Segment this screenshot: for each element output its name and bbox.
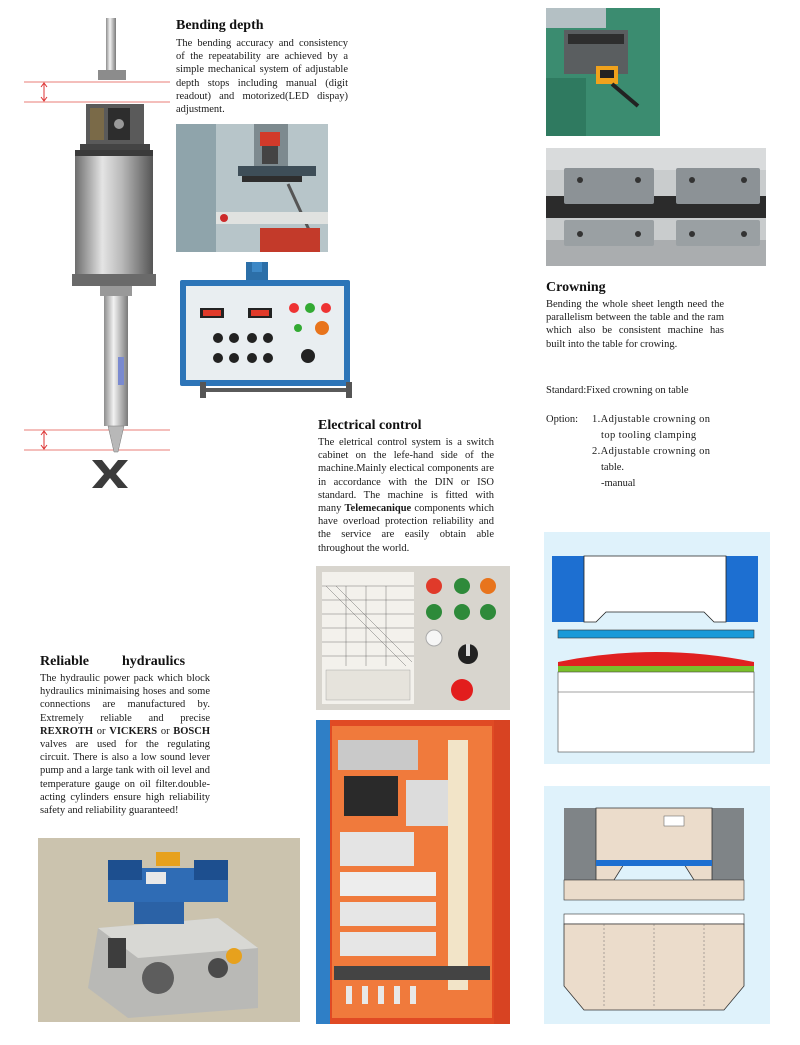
crowning-diagram-top	[544, 532, 770, 764]
electrical-body-2: components which have overload protection reliability and the service are easily obtain able throughout the world.	[318, 503, 494, 554]
crowning-standard: Standard:Fixed crowning on table	[546, 385, 689, 396]
operation-panel-photo	[316, 566, 510, 710]
bending-depth-title: Bending depth	[176, 18, 264, 33]
press-brake-photo	[176, 124, 328, 252]
crowning-option-2: 2.Adjustable crowning on	[592, 446, 711, 457]
hydraulics-body-3: valves are used for the regulating circuit. There is also a low sound lever pump and a large tank with oil level and temperature gauge on oil filter.double-acting cylinders ensure high reliability safety and reliability guaranteed!	[40, 739, 210, 817]
brand-rexroth: REXROTH	[40, 725, 94, 737]
crowning-option-2c: -manual	[601, 478, 636, 489]
bending-depth-body: The bending accuracy and consistency of the repeatability are achieved by a simple mechanical system of adjustable depth stops including manual (digit readout) and motorized(LED dispay) adjustment.	[176, 38, 348, 116]
electrical-cabinet-photo	[316, 720, 510, 1024]
hydraulics-body	[40, 672, 210, 817]
brand-bosch: BOSCH	[173, 725, 211, 737]
crowning-diagram-bottom	[544, 786, 770, 1024]
electrical-control-body	[318, 436, 494, 555]
hydraulics-title-2: hydraulics	[122, 654, 186, 669]
crowning-option-1: 1.Adjustable crowning on	[592, 414, 711, 425]
crowning-title: Crowning	[546, 280, 606, 295]
or-text-2: or	[160, 725, 170, 737]
hydraulics-title	[40, 654, 210, 670]
hydraulics-title-1: Reliable	[40, 654, 89, 669]
electrical-control-title: Electrical control	[318, 418, 422, 433]
hydraulics-body-1: The hydraulic power pack which block hydraulics minimaising hoses and some connections are manufactured by	[40, 673, 210, 711]
crowning-body: Bending the whole sheet length need the parallelism between the table and the ram which also be consistent machine has built into the table for crowing.	[546, 299, 724, 350]
hydraulic-block-photo	[38, 838, 300, 1022]
or-text-1: or	[96, 725, 106, 737]
crowning-option-label: Option:	[546, 414, 579, 425]
backgauge-photo	[546, 8, 660, 136]
hydraulics-body-2: . Extremely reliable and precise	[40, 699, 210, 724]
electrical-body-1: The eletrical control system is a switch cabinet on the lefe-hand side of the machine.Mainly electical components are in accordance with the DIN or ISO standard. The machine is fitted with many	[318, 437, 494, 515]
brand-vickers: VICKERS	[109, 725, 158, 737]
depth-stop-diagram	[20, 12, 170, 492]
crowning-wedge-photo	[546, 148, 766, 266]
crowning-option-2b: table.	[601, 462, 625, 473]
crowning-option-1b: top tooling clamping	[601, 430, 697, 441]
control-panel-photo	[176, 262, 358, 407]
brand-telemecanique: Telemecanique	[344, 503, 412, 515]
